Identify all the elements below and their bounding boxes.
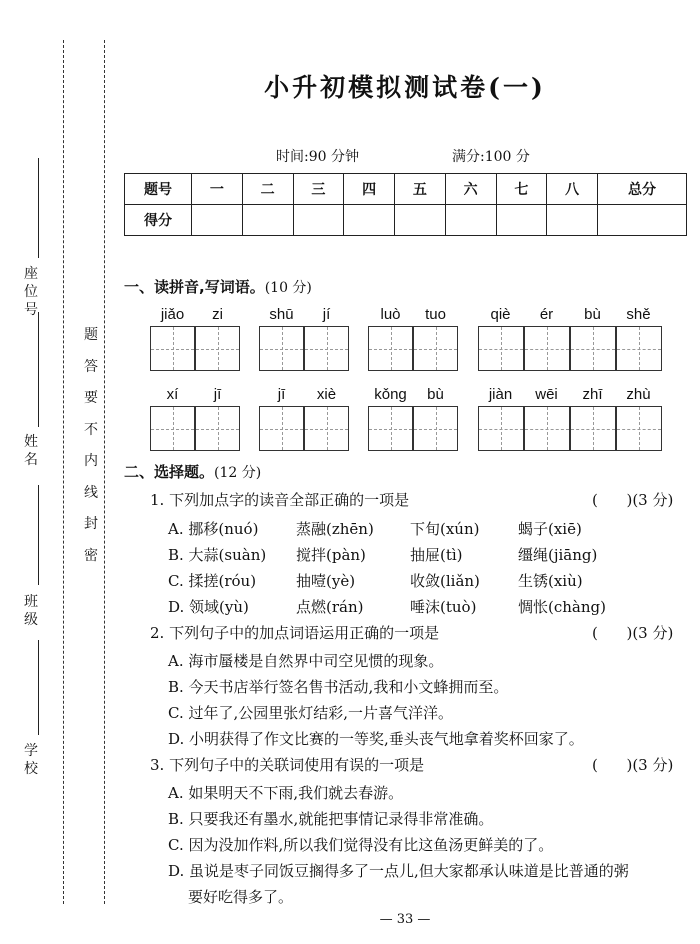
pinyin-label: bù (584, 306, 601, 323)
school-line (38, 640, 39, 735)
q1-option-b-3: 抽屉(tì) (410, 546, 463, 564)
header-cell: 七 (496, 174, 547, 205)
score-table-header-row (125, 174, 687, 205)
header-cell: 四 (344, 174, 395, 205)
section1-heading (124, 276, 312, 297)
name-line (38, 312, 39, 427)
score-cell (192, 205, 243, 236)
q3-option-b: B. 只要我还有墨水,就能把事情记录得非常准确。 (168, 810, 494, 828)
pinyin-label: jī (277, 386, 286, 403)
pinyin-label: shě (626, 306, 651, 323)
pinyin-label: zhù (626, 386, 651, 403)
page-number: — 33 — (379, 912, 431, 927)
writing-box[interactable] (150, 326, 195, 371)
seal-char: 答 (84, 358, 98, 375)
q3-option-d-continued: 要好吃得多了。 (188, 888, 294, 906)
writing-box[interactable] (570, 406, 616, 451)
writing-box[interactable] (368, 326, 413, 371)
score-cell (395, 205, 446, 236)
header-cell: 题号 (125, 174, 192, 205)
binding-dashed-line-inner (104, 40, 105, 904)
seal-char: 不 (84, 421, 98, 438)
writing-box[interactable] (150, 406, 195, 451)
exam-time: 时间:90 分钟 (276, 149, 359, 165)
header-cell: 总分 (598, 174, 687, 205)
question-3-answer-slot[interactable]: ( )(3 分) (592, 756, 674, 774)
school-label: 学校 (24, 743, 38, 777)
q1-option-d-4: 惆怅(chàng) (518, 598, 606, 616)
section2-title: 二、选择题。 (124, 463, 215, 481)
question-2-answer-slot[interactable]: ( )(3 分) (592, 624, 674, 642)
class-line (38, 485, 39, 585)
seal-char: 封 (84, 516, 98, 532)
class-label: 班级 (24, 594, 38, 628)
q2-option-d: D. 小明获得了作文比赛的一等奖,垂头丧气地拿着奖杯回家了。 (168, 730, 584, 748)
writing-box[interactable] (195, 406, 240, 451)
page-title: 小升初模拟测试卷(一) (264, 73, 546, 102)
pinyin-label: bù (427, 386, 444, 403)
writing-box[interactable] (616, 326, 662, 371)
writing-box[interactable] (524, 406, 570, 451)
seal-char: 题 (84, 327, 98, 343)
q1-option-c-1: C. 揉搓(róu) (168, 572, 257, 590)
seal-warning-column (80, 325, 102, 577)
header-cell: 一 (192, 174, 243, 205)
question-2-stem: 2. 下列句子中的加点词语运用正确的一项是 (150, 624, 440, 642)
seal-char: 要 (84, 390, 98, 406)
header-cell: 六 (445, 174, 496, 205)
section1-points: (10 分) (264, 280, 312, 296)
q1-option-a-1: A. 挪移(nuó) (168, 520, 259, 538)
seal-char: 密 (84, 547, 98, 564)
name-label: 姓名 (24, 434, 38, 468)
pinyin-label: luò (380, 306, 401, 323)
pinyin-label: xiè (316, 386, 337, 403)
pinyin-label: wēi (535, 386, 558, 403)
pinyin-label: jī (213, 386, 222, 403)
seal-char: 线 (84, 484, 98, 501)
q3-option-a: A. 如果明天不下雨,我们就去春游。 (168, 784, 404, 802)
q1-option-a-4: 蝎子(xiē) (518, 520, 582, 538)
score-cell (598, 205, 687, 236)
pinyin-label: xí (166, 386, 179, 403)
q1-option-c-2: 抽噎(yè) (296, 572, 356, 590)
q1-option-d-2: 点燃(rán) (296, 598, 364, 616)
writing-box[interactable] (259, 326, 304, 371)
score-cell (344, 205, 395, 236)
pinyin-label: ér (539, 306, 554, 323)
question-1-stem: 1. 下列加点字的读音全部正确的一项是 (150, 491, 410, 509)
pinyin-label: kǒng (374, 386, 407, 403)
q1-option-a-2: 蒸融(zhēn) (296, 520, 374, 538)
score-table-score-row (125, 205, 687, 236)
writing-box[interactable] (616, 406, 662, 451)
pinyin-label: zhī (582, 386, 603, 403)
q1-option-b-4: 缰绳(jiāng) (518, 546, 598, 564)
q2-option-a: A. 海市蜃楼是自然界中司空见惯的现象。 (168, 652, 444, 670)
section1-title: 一、读拼音,写词语。 (124, 278, 265, 296)
section2-points: (12 分) (214, 465, 262, 481)
writing-box[interactable] (304, 406, 349, 451)
question-3-stem: 3. 下列句子中的关联词使用有误的一项是 (150, 756, 425, 774)
q1-option-c-4: 生锈(xiù) (518, 572, 583, 590)
seat-number-line (38, 158, 39, 258)
q2-option-b: B. 今天书店举行签名售书活动,我和小文蜂拥而至。 (168, 678, 509, 696)
header-cell: 三 (293, 174, 344, 205)
q1-option-c-3: 收敛(liǎn) (410, 572, 480, 590)
writing-box[interactable] (570, 326, 616, 371)
q1-option-b-2: 搅拌(pàn) (296, 546, 366, 564)
pinyin-label: tuo (425, 306, 446, 323)
q3-option-c: C. 因为没加作料,所以我们觉得没有比这鱼汤更鲜美的了。 (168, 836, 554, 854)
writing-box[interactable] (478, 326, 524, 371)
q1-option-d-3: 唾沫(tuò) (410, 598, 477, 616)
q1-option-a-3: 下旬(xún) (410, 520, 480, 538)
pinyin-label: shū (269, 306, 294, 323)
seal-char: 内 (84, 453, 98, 469)
writing-box[interactable] (413, 326, 458, 371)
q2-option-c: C. 过年了,公园里张灯结彩,一片喜气洋洋。 (168, 704, 454, 722)
score-row-label: 得分 (125, 205, 192, 236)
writing-box[interactable] (478, 406, 524, 451)
binding-dashed-line-outer (63, 40, 64, 904)
writing-box[interactable] (304, 326, 349, 371)
header-cell: 五 (395, 174, 446, 205)
seat-number-label: 座位号 (24, 266, 38, 318)
score-cell (293, 205, 344, 236)
score-cell (496, 205, 547, 236)
pinyin-label: zi (212, 306, 223, 323)
score-table (124, 173, 687, 236)
pinyin-label: jiǎo (160, 306, 185, 323)
q1-option-d-1: D. 领域(yù) (168, 598, 249, 616)
pinyin-label: jí (322, 306, 331, 323)
writing-box[interactable] (413, 406, 458, 451)
score-cell (242, 205, 293, 236)
writing-box[interactable] (524, 326, 570, 371)
score-cell (445, 205, 496, 236)
writing-box[interactable] (368, 406, 413, 451)
full-score: 满分:100 分 (452, 149, 530, 165)
q1-option-b-1: B. 大蒜(suàn) (168, 546, 267, 564)
score-cell (547, 205, 598, 236)
header-cell: 二 (242, 174, 293, 205)
q3-option-d: D. 虽说是枣子同饭豆搁得多了一点儿,但大家都承认味道是比普通的粥 (168, 862, 629, 880)
header-cell: 八 (547, 174, 598, 205)
question-1-answer-slot[interactable]: ( )(3 分) (592, 491, 674, 509)
pinyin-label: qiè (490, 306, 511, 323)
section2-heading (124, 461, 261, 482)
writing-box[interactable] (259, 406, 304, 451)
pinyin-label: jiàn (488, 386, 513, 403)
writing-box[interactable] (195, 326, 240, 371)
